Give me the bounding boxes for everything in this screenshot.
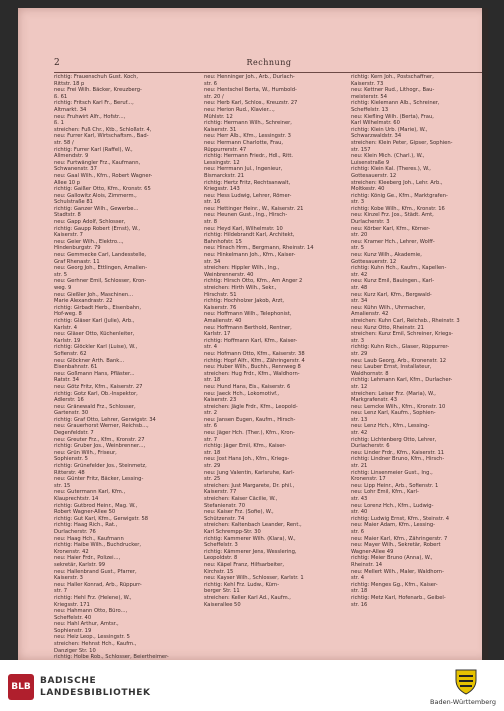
- entry-line: neu: Lemcke Wilh., Kfm., Kronstr. 10: [351, 403, 446, 410]
- text-column-1: [54, 74, 190, 667]
- entry-line: Hof-weg. 8: [54, 311, 82, 318]
- text-column-3: [351, 74, 487, 608]
- entry-line: neu: Hahl Arthur, Amtsr.,: [54, 621, 119, 628]
- entry-line: neu: Kaiser Frz. (Sofie), W.,: [204, 509, 274, 516]
- entry-line: berger Str. 11: [204, 588, 240, 595]
- entry-line: richtig: Lichtenberg Otto, Lehrer,: [351, 436, 437, 443]
- entry-line: neu: Lorenz Hch., Kfm., Ludwig-: [351, 502, 434, 509]
- entry-line: neu: Lenz Hch., Kfm., Lessing-: [351, 423, 430, 430]
- entry-line: str. 29: [351, 350, 368, 357]
- page-title: Rechnung: [246, 58, 292, 67]
- entry-line: richtig: Grünefelder Jos., Steinmetz,: [54, 463, 147, 470]
- entry-line: neu: Fruhwirt Alfr., Hofstr...,: [54, 113, 126, 120]
- entry-line: neu: Käpel Franz, Hilfsarbeiter,: [204, 561, 285, 568]
- entry-line: Stadtstr. 8: [54, 212, 81, 219]
- entry-line: neu: Hettinger Heinr., W., Kaiserstr. 21: [204, 205, 304, 212]
- entry-line: richtig: Haibe Wilh., Buchdrucker,: [54, 542, 142, 549]
- entry-line: neu: Jost Hans Joh., Kfm., Kriegs-: [204, 456, 290, 463]
- entry-line: str. 157: [351, 146, 371, 153]
- entry-line: neu: Kiefling Wilh. (Berta), Frau,: [351, 113, 434, 120]
- entry-line: neu: Furtwängler Frz., Kaufmann,: [54, 159, 141, 166]
- entry-line: neu: Henninger Joh., Arb., Durlach-: [204, 74, 295, 80]
- entry-line: str. 6: [204, 80, 217, 87]
- entry-line: Gottesauerstr. 12: [351, 258, 397, 265]
- entry-line: neu: Gapp Adolf, Schlosser,: [54, 219, 126, 226]
- entry-line: str. 6: [351, 528, 364, 535]
- entry-line: neu: Maier Karl, Kfm., Zähringerstr. 7: [351, 535, 448, 542]
- entry-line: Allmendstr. 9: [54, 153, 89, 160]
- entry-line: Degenfeldstr. 7: [54, 430, 94, 437]
- entry-line: streichen: Kuhn Carl, Reichsb., Rheinstr. 3: [351, 317, 460, 324]
- entry-line: Kaiserstr. 73: [351, 80, 384, 87]
- entry-line: richtig: Gotz Karl, Ob.-Inspektor,: [54, 390, 138, 397]
- entry-line: Scheffelstr. 40: [54, 614, 92, 621]
- entry-line: Weinbrennerstr. 40: [204, 271, 254, 278]
- entry-line: Rheinstr. 14: [351, 561, 383, 568]
- library-name-line2: LANDESBIBLIOTHEK: [40, 688, 151, 698]
- entry-line: neu: Heunen Gust., Ing., Hirsch-: [204, 212, 288, 219]
- entry-line: neu: Gemmecke Carl, Landesstelle,: [54, 252, 147, 259]
- entry-line: Sophienstr. 5: [54, 456, 88, 463]
- entry-line: str. 34: [351, 298, 368, 305]
- entry-line: Scheffelstr. 13: [351, 106, 389, 113]
- entry-line: richtig: Gruber Jos., Weinbrenner...,: [54, 443, 146, 450]
- entry-line: Karlstr. 17: [204, 331, 231, 338]
- entry-line: str. 2: [204, 410, 217, 417]
- entry-line: richtig: Ganzer Wilh., Gewerbe...: [54, 205, 139, 212]
- entry-line: Karl Schrempp-Str. 30: [204, 528, 261, 535]
- entry-line: richtig: Hertz Fritz, Rechtsanwalt,: [204, 179, 291, 186]
- entry-line: Amalienstr. 42: [351, 311, 389, 318]
- page-header: [54, 58, 484, 72]
- entry-line: str. 20: [351, 232, 368, 239]
- entry-line: richtig: Gaißer Otto, Kfm., Kronstr. 65: [54, 186, 151, 193]
- entry-line: Kaiserstr. 7: [54, 232, 83, 239]
- entry-line: str. 29: [204, 463, 221, 470]
- entry-line: str. 40: [351, 509, 368, 516]
- entry-line: Hirschstr. 51: [204, 291, 237, 298]
- entry-line: richtig: Kuhn Rich., Glaser, Rüppurrer-: [351, 344, 450, 351]
- entry-line: neu: Georg Joh., Ettlingen, Amalien-: [54, 265, 148, 272]
- entry-line: richtig: Gut Karl, Kfm., Gerwigstr. 58: [54, 515, 149, 522]
- entry-line: Scheffelstr. 3: [204, 542, 238, 549]
- entry-line: streichen: Fuß Chr., Ktb., Schloßstr. 4,: [54, 126, 152, 133]
- entry-line: str. 5: [54, 271, 67, 278]
- entry-line: neu: Gießler Joh., Maschinen...: [54, 291, 134, 298]
- entry-line: neu: Kunz Otto, Rheinstr. 21: [351, 324, 424, 331]
- entry-line: str. 21: [351, 463, 368, 470]
- coat-of-arms-icon: [452, 666, 480, 696]
- entry-line: neu: Gaal Wilh., Kfm., Robert Wagner-: [54, 172, 153, 179]
- entry-line: richtig: Gläser Karl (Julie), Arb.,: [54, 317, 135, 324]
- entry-line: ß. 1: [54, 120, 64, 127]
- entry-line: Durlacherstr. 3: [351, 219, 390, 226]
- entry-line: richtig: Girbadt Herb., Eisenbahn,: [54, 304, 141, 311]
- entry-line: neu: Furrer Karl, Wirtschaftsm., Bad-: [54, 133, 149, 140]
- entry-line: neu: Heyd Karl, Wilhelmstr. 10: [204, 225, 283, 232]
- entry-line: richtig: Frauenschuh Gust. Koch,: [54, 74, 139, 80]
- entry-line: neu: Jaeck Hch., Lokomotivf.,: [204, 390, 280, 397]
- entry-line: Kirchstr. 15: [204, 568, 234, 575]
- entry-line: richtig: Glöckler Karl (Luise), W.,: [54, 344, 138, 351]
- entry-line: richtig: Kammerer Wilh. (Klara), W.,: [204, 535, 296, 542]
- entry-line: Marie Alexandrastr. 22: [54, 298, 113, 305]
- entry-line: neu: Kurz Karl, Kfm., Bergwald-: [351, 291, 432, 298]
- entry-line: streichen: Kleeberg Joh., Lehr. Arb.,: [351, 179, 443, 186]
- entry-line: Stefanienstr. 70: [204, 502, 246, 509]
- entry-line: neu: Grün Wilh., Friseur,: [54, 449, 117, 456]
- entry-line: Kriegsstr. 143: [204, 186, 240, 193]
- entry-line: Schwarzwaldstr. 34: [351, 133, 402, 140]
- entry-line: Kriegsstr. 171: [54, 601, 90, 608]
- entry-line: str. 8: [204, 219, 217, 226]
- entry-line: neu: Hund Hans, Eis., Kaiserstr. 6: [204, 383, 291, 390]
- entry-line: neu: Haag Hch., Kaufmann: [54, 535, 124, 542]
- entry-line: richtig: Gaupp Robert (Ernst), W.,: [54, 225, 140, 232]
- entry-line: Markgrafenstr. 43: [351, 397, 397, 404]
- entry-line: neu: Herr Alb., Kfm., Lessingstr. 3: [204, 133, 291, 140]
- entry-line: str. 3: [351, 199, 364, 206]
- entry-line: richtig: Klein Kal. (Theres.), W.,: [351, 166, 431, 173]
- entry-line: neu: Geier Wilh., Elektro...,: [54, 238, 124, 245]
- entry-line: str. 4: [204, 344, 217, 351]
- entry-line: richtig: Haag Rich., Rat.,: [54, 522, 118, 529]
- entry-line: Durlacherstr. 6: [351, 443, 390, 450]
- entry-line: streichen: Kunz Emil, Schreiner, Kriegs-: [351, 331, 454, 338]
- entry-line: neu: Greuter Frz., Kfm., Kronstr. 27: [54, 436, 145, 443]
- entry-line: weg. 9: [54, 285, 72, 291]
- entry-line: str. 34: [204, 258, 221, 265]
- entry-line: str. 43: [351, 496, 368, 502]
- entry-line: Luisenstraße 9: [351, 159, 390, 166]
- entry-line: neu: Herrmann Jul., Ingenieur,: [204, 166, 283, 173]
- library-name-line1: BADISCHE: [40, 676, 97, 686]
- text-column-2: [204, 74, 340, 608]
- entry-line: streichen: Leiser Frz. (Maria), W.,: [351, 390, 436, 397]
- entry-line: richtig: Kielemann Alb., Schreiner,: [351, 100, 440, 107]
- entry-line: neu: Kühn Wilh., Uhrmacher,: [351, 304, 426, 311]
- entry-line: Karlstr. 4: [54, 324, 78, 331]
- entry-line: richtig: Menges Gg., Kfm., Kaiser-: [351, 581, 438, 588]
- entry-line: richtig: Linsenmeier Gust., Ing.,: [351, 469, 433, 476]
- entry-line: Kronenstr. 17: [351, 476, 386, 483]
- entry-line: neu: Herb Karl, Schlos., Kreuzstr. 27: [204, 100, 298, 107]
- entry-line: richtig: Hildebrandt Karl, Architekt,: [204, 232, 295, 239]
- entry-line: neu: Hinkelmann Joh., Kfm., Kaiser-: [204, 252, 296, 259]
- page-number: 2: [54, 58, 60, 68]
- entry-line: richtig: Kämmerer Jens, Wesslering,: [204, 548, 297, 555]
- entry-line: Danziger Str. 10: [54, 647, 96, 654]
- entry-line: Altmarkt. 34: [54, 106, 87, 113]
- entry-line: streichen: Kaltenbach Leander, Rent.,: [204, 522, 302, 529]
- entry-line: Schulstraße 81: [54, 199, 93, 206]
- entry-line: neu: Grauerhorst Werner, Reichsb...,: [54, 423, 149, 430]
- entry-line: neu: Gränewald Frz., Schlosser,: [54, 403, 136, 410]
- entry-line: str. 7: [54, 588, 67, 595]
- entry-line: str. 16: [204, 199, 221, 206]
- entry-line: str. 18: [204, 449, 221, 456]
- entry-line: Sofienstr. 62: [54, 350, 87, 357]
- entry-line: Ratstr. 34: [54, 377, 79, 384]
- entry-line: neu: Mayer Wilh., Sekretär, Robert: [351, 542, 441, 549]
- entry-line: neu: Jung Valentin, Karlsruhe, Karl-: [204, 469, 295, 476]
- entry-line: str. 7: [204, 436, 217, 443]
- entry-line: Hindenburgstr. 79: [54, 245, 101, 252]
- entry-line: neu: Laub Georg, Arb., Kronenstr. 12: [351, 357, 447, 364]
- entry-line: neu: Gallowitz Alois, Zimmerm.,: [54, 192, 137, 199]
- entry-line: streichen: Just Margarete, Dr. phil.,: [204, 482, 295, 489]
- entry-line: neu: Hoffmann Berthold, Rentner,: [204, 324, 292, 331]
- entry-line: neu: Hoffmann Wilh., Telephonist,: [204, 311, 292, 318]
- entry-line: ß. 61: [54, 93, 68, 100]
- entry-line: richtig: Hermann Wilh., Schreiner,: [204, 120, 292, 127]
- entry-line: Schützenstr. 74: [204, 515, 245, 522]
- entry-line: richtig: Lindner Bruno, Kfm., Hirsch-: [351, 456, 445, 463]
- entry-line: neu: Hentschel Berta, W., Humbold-: [204, 87, 297, 94]
- entry-line: richtig: Klein Urb. (Marie), W.,: [351, 126, 428, 133]
- entry-line: Kaiserstr. 77: [204, 489, 237, 496]
- entry-line: neu: Hermann Charlotte, Frau,: [204, 139, 284, 146]
- entry-line: Leopoldstr. 8: [204, 555, 238, 562]
- entry-line: richtig: Metz Karl, Hofenarb., Geibel-: [351, 594, 446, 601]
- entry-line: richtig: Lehmann Karl, Kfm., Durlacher-: [351, 377, 453, 384]
- entry-line: richtig: Hehl Frz. (Helene), W.,: [54, 594, 132, 601]
- entry-line: streichen: Klein Peter, Gipser, Sophien-: [351, 139, 453, 146]
- entry-line: streichen: Hirth Wilh., Sekr.,: [204, 285, 277, 291]
- blb-logo[interactable]: BLB: [8, 674, 34, 700]
- entry-line: Rüppurrerstr. 47: [204, 146, 247, 153]
- entry-line: richtig: Furrer Karl (Raffel), W.,: [54, 146, 133, 153]
- entry-line: str. 3: [351, 337, 364, 344]
- entry-line: neu: Klein Mich. (Charl.), W.,: [351, 153, 425, 160]
- entry-line: neu: Jansen Eugen, Kaufm., Hirsch-: [204, 416, 296, 423]
- entry-line: str. 16: [351, 601, 368, 608]
- entry-line: Kaiserallee 50: [204, 601, 241, 608]
- entry-line: neu: Maier Adam, Kfm., Lessing-: [351, 522, 436, 529]
- entry-line: Wagner-Allee 49: [351, 548, 394, 555]
- entry-line: Eisenbahnstr. 61: [54, 364, 98, 371]
- entry-line: Kronenstr. 42: [54, 548, 89, 555]
- entry-line: Karl Wilhelmstr. 60: [351, 120, 400, 127]
- entry-line: str. 18: [204, 377, 221, 384]
- entry-line: Waldhornstr. 8: [351, 370, 389, 377]
- entry-line: richtig: Hirsch Otto, Kfm., Am Anger 2: [204, 278, 303, 285]
- entry-line: str. 42: [351, 430, 368, 437]
- entry-line: str. 12: [351, 383, 368, 390]
- entry-line: Kaiserstr. 31: [204, 126, 237, 133]
- entry-line: richtig: Fritsch Karl Fr., Beruf...,: [54, 100, 134, 107]
- entry-line: neu: Kunz Wilh., Akademie,: [351, 252, 422, 259]
- entry-line: neu: Kettner Rud., Lithogr., Bau-: [351, 87, 435, 94]
- entry-line: streichen: Hippler Wilh., Ing.,: [204, 265, 280, 272]
- entry-line: richtig: Holbe Rob., Schlosser, Beiertheimer-: [54, 654, 169, 661]
- entry-line: streichen: Kaiser Cäcilie, W.,: [204, 496, 278, 502]
- entry-line: richtig: König Ge., Kfm., Marktgrafen-: [351, 192, 448, 199]
- entry-line: neu: Lipp Heinr., Arb., Sofienstr. 1: [351, 482, 439, 489]
- entry-line: neu: Linder Frdr., Kfm., Kaiserstr. 11: [351, 449, 445, 456]
- entry-line: neu: Hofmann Otto, Kfm., Kaiserstr. 38: [204, 350, 305, 357]
- entry-line: Sophienstr. 19: [54, 627, 92, 634]
- entry-line: richtig: Kehl Frz. Ludw., Kürn-: [204, 581, 280, 588]
- entry-line: str. 15: [54, 482, 71, 489]
- entry-line: neu: Hahmann Otto, Büro...,: [54, 608, 128, 615]
- entry-line: Adlerstr. 16: [54, 397, 84, 404]
- region-label: Baden-Württemberg: [430, 698, 496, 706]
- entry-line: neu: Haier Frdr., Polizei...,: [54, 555, 121, 562]
- entry-line: richtig: Graf Otto, Lehrer, Gerwigstr. 34: [54, 416, 156, 423]
- entry-line: Karlstr. 19: [54, 337, 81, 344]
- entry-line: neu: Jäger Hch. (Ther.), Kfm., Kron-: [204, 430, 295, 437]
- entry-line: Kaiserstr. 3: [54, 575, 83, 582]
- entry-line: richtig: Hopf Alfr., Kfm., Zähringerstr. 4: [204, 357, 305, 364]
- entry-line: neu: Haller Konrad, Arb., Rüppurr-: [54, 581, 142, 588]
- entry-line: str. 48: [351, 285, 368, 291]
- entry-line: Rittstr. 18 p: [54, 80, 85, 87]
- entry-line: neu: Goßmann Hans, Pfläster...: [54, 370, 135, 377]
- entry-line: neu: Gutermann Karl, Kfm.,: [54, 489, 126, 496]
- entry-line: neu: Götz Fritz, Kfm., Kaiserstr. 27: [54, 383, 143, 390]
- entry-line: streichen: Jägle Frdr., Kfm., Leopold-: [204, 403, 298, 410]
- entry-line: Bismarckstr. 21: [204, 172, 245, 179]
- entry-line: neu: Hinsch Hrm., Bergmann, Rheinstr. 14: [204, 245, 314, 252]
- entry-line: str. 42: [351, 271, 368, 278]
- entry-line: neu: Kinzel Frz. Jos., Städt. Amt,: [351, 212, 434, 219]
- entry-line: str. 13: [351, 416, 368, 423]
- header-rule: [54, 72, 484, 73]
- entry-line: richtig: Hermann Friedr., Hdl., Ritt.: [204, 153, 294, 160]
- entry-line: Gartenstr. 30: [54, 410, 89, 417]
- entry-line: richtig: Hochholzer Jakob, Arzt,: [204, 298, 285, 305]
- entry-line: Robert Wagner-Allee 50: [54, 509, 116, 516]
- entry-line: meisterstr. 54: [351, 93, 388, 100]
- entry-line: str. 20 /: [204, 93, 224, 100]
- entry-line: str. 58 /: [54, 139, 74, 146]
- entry-line: neu: Körber Karl, Kfm., Körner-: [351, 225, 430, 232]
- entry-line: neu: Kramer Hch., Lehrer, Wolff-: [351, 238, 435, 245]
- entry-line: Durlacherstr. 76: [54, 528, 96, 535]
- entry-line: richtig: Meier Bruno (Anna), W.,: [351, 555, 433, 562]
- entry-line: neu: Kayser Wilh., Schlosser, Karlstr. 1: [204, 575, 304, 582]
- entry-line: neu: Gerhner Emil, Schlosser, Kron-: [54, 278, 147, 285]
- scanned-page: [18, 8, 488, 660]
- entry-line: neu: Lenz Karl, Kaufm., Sophien-: [351, 410, 436, 417]
- entry-line: Kaiserstr. 76: [204, 304, 237, 311]
- entry-line: str. 6: [204, 423, 217, 430]
- entry-line: richtig: Jäger Emil, Kfm., Kaiser-: [204, 443, 287, 450]
- entry-line: sekretär, Karlstr. 99: [54, 561, 106, 568]
- entry-line: neu: Huber Wilh., Buchh., Rennweg 8: [204, 364, 301, 371]
- entry-line: str. 18: [351, 588, 368, 595]
- entry-line: Graf Rhenastr. 11: [54, 258, 100, 265]
- entry-line: neu: Gläser Otto, Küchenleiter,: [54, 331, 135, 338]
- entry-line: richtig: Ludwig Ernst, Kfm., Steinstr. 4: [351, 515, 449, 522]
- entry-line: neu: Hess Ludwig, Lehrer, Römer-: [204, 192, 292, 199]
- entry-line: str. 4: [351, 575, 364, 582]
- entry-line: neu: Frei Wilh. Bäcker, Kreuzberg-: [54, 87, 142, 94]
- entry-line: streichen: Hug Frdr., Kfm., Waldhorn-: [204, 370, 300, 377]
- entry-line: neu: Günter Fritz, Bäcker, Lessing-: [54, 476, 144, 483]
- entry-line: neu: Lohr Emil, Kfm., Karl-: [351, 489, 419, 496]
- entry-line: neu: Mellert Wilh., Maler, Waldhorn-: [351, 568, 444, 575]
- entry-line: str. 5: [351, 245, 364, 252]
- entry-line: richtig: Kobe Wilh., Kfm., Kronstr. 16: [351, 205, 445, 212]
- entry-line: Lessingstr. 12: [204, 159, 240, 166]
- entry-line: neu: Hallenbrand Gust., Pfarrer,: [54, 568, 137, 575]
- entry-line: Moltkestr. 40: [351, 186, 385, 193]
- book-spine: [482, 8, 488, 660]
- entry-line: Amalienstr. 40: [204, 317, 242, 324]
- entry-line: Bahnhofstr. 15: [204, 238, 242, 245]
- entry-line: Klauprechtstr. 14: [54, 496, 99, 502]
- library-footer: [0, 660, 504, 711]
- entry-line: richtig: Hoffmann Karl, Kfm., Kaiser-: [204, 337, 298, 344]
- entry-line: Allee 10 p: [54, 179, 81, 186]
- entry-line: neu: Kunz Emil, Bauingen., Karl-: [351, 278, 435, 285]
- entry-line: neu: Glöckner Arth. Bank...: [54, 357, 125, 364]
- entry-line: richtig: Kern Joh., Postschaffner,: [351, 74, 434, 80]
- entry-line: neu: Lauber Ernst, Installateur,: [351, 364, 432, 371]
- entry-line: Ritterstr. 48: [54, 469, 85, 476]
- entry-line: neu: Herion Rud., Klavier...,: [204, 106, 275, 113]
- entry-line: richtig: Kuhn Hch., Kaufm., Kapellen-: [351, 265, 447, 272]
- entry-line: str. 25: [204, 476, 221, 483]
- entry-line: Kaiserstr. 23: [204, 397, 237, 404]
- entry-line: richtig: Gutbrod Heinr., Mag. W.,: [54, 502, 138, 509]
- entry-line: Schwanenstr. 37: [54, 166, 97, 173]
- entry-line: Mühlstr. 12: [204, 113, 233, 120]
- entry-line: streichen: Hehnst Hch., Kaufm.,: [54, 641, 137, 648]
- entry-line: neu: Heiz Leop., Lessingstr. 5: [54, 634, 130, 641]
- entry-line: Gottesauerstr. 12: [351, 172, 397, 179]
- entry-line: streichen: Keller Karl Ad., Kaufm.,: [204, 594, 291, 601]
